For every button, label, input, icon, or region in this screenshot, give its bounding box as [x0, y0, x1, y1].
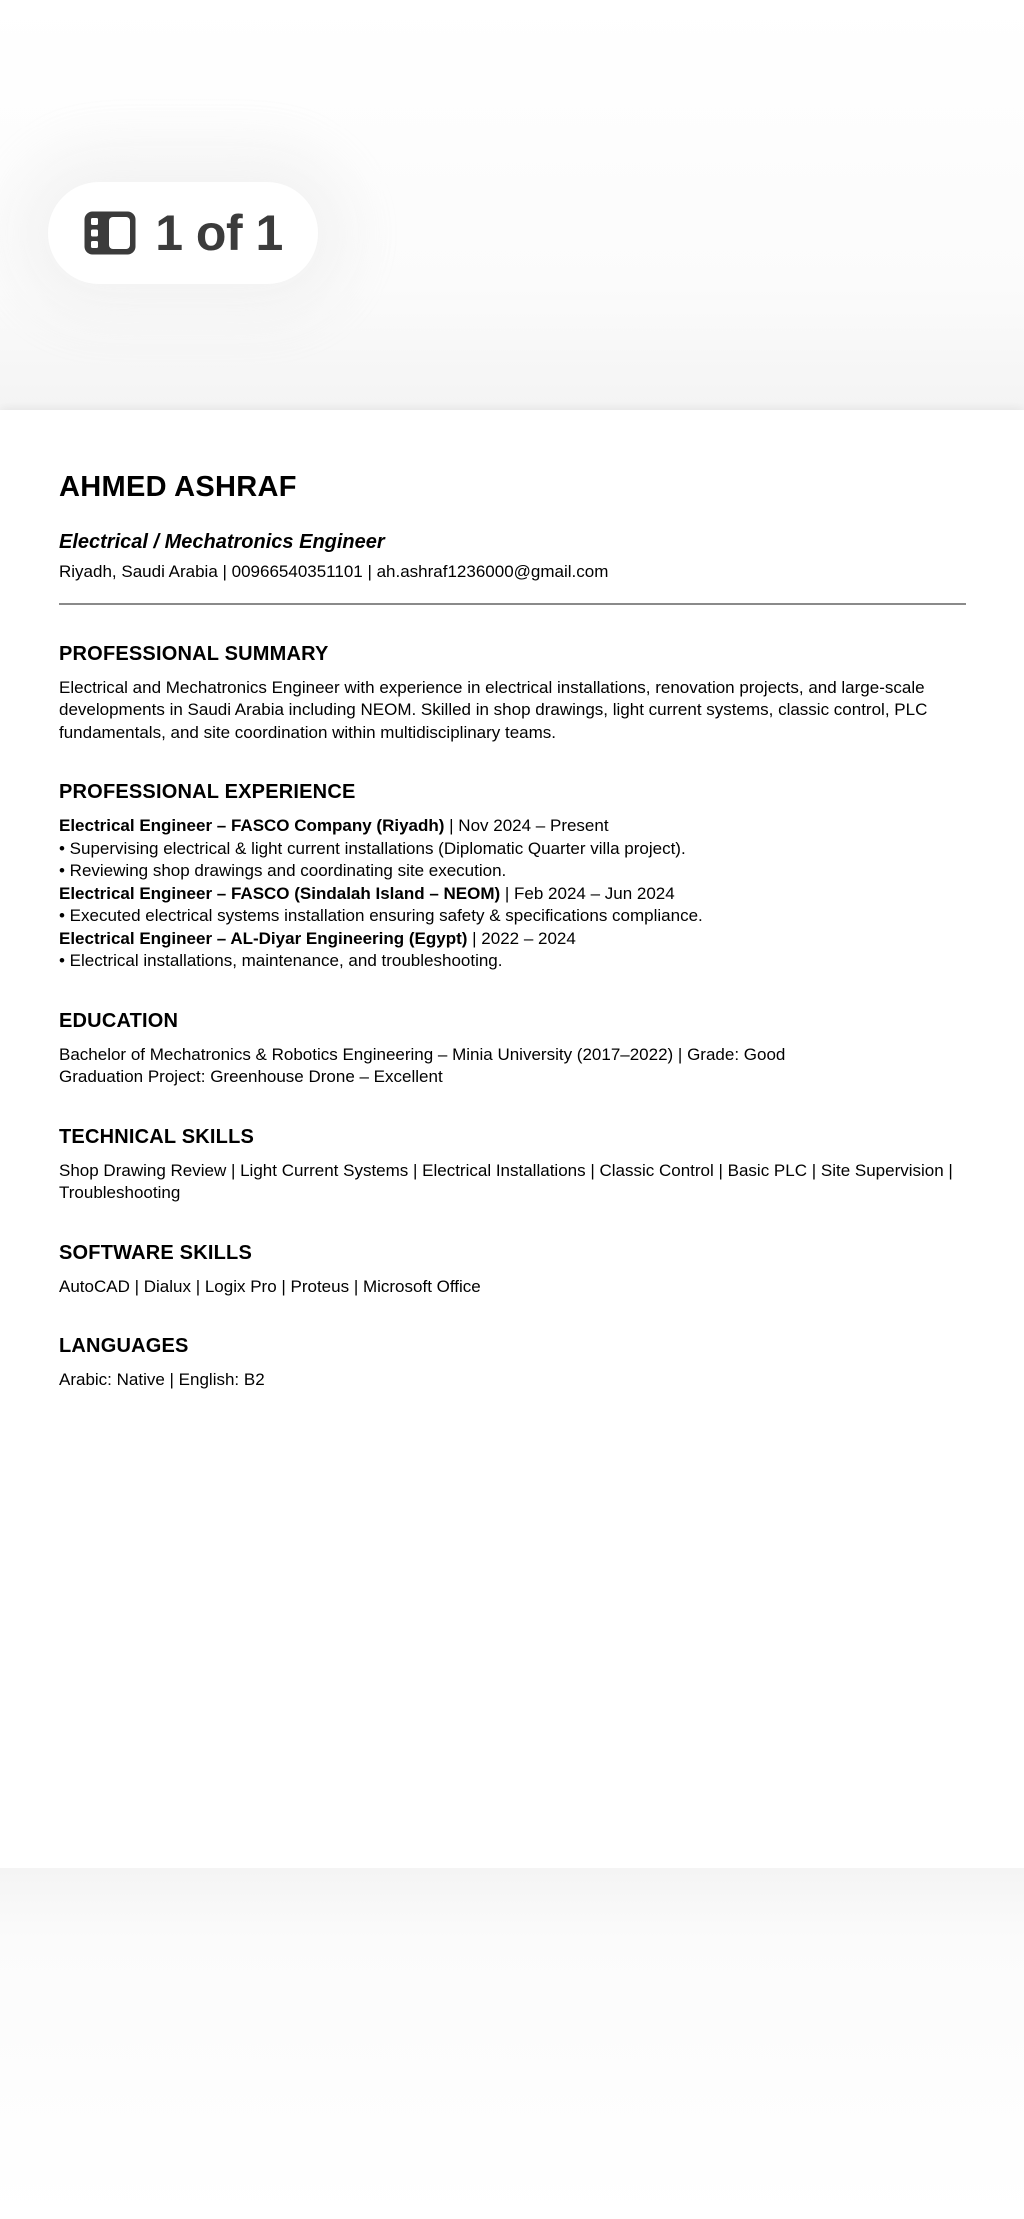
- experience-section: [59, 780, 966, 973]
- software-skills-section: [59, 1241, 966, 1299]
- job-bullet: • Reviewing shop drawings and coordinating site execution.: [59, 861, 507, 881]
- education-details: [59, 1044, 966, 1089]
- job-bullet: • Supervising electrical & light current installations (Diplomatic Quarter villa project).: [59, 838, 686, 858]
- job-role: Electrical Engineer – AL-Diyar Engineering (Egypt): [59, 928, 468, 948]
- job-bullet: • Executed electrical systems installation ensuring safety & specifications compliance.: [59, 906, 703, 926]
- education-section: [59, 1009, 966, 1089]
- viewer-toolbar-area: [0, 0, 1024, 410]
- resume-page: [0, 410, 1024, 1868]
- page-indicator[interactable]: [48, 182, 318, 284]
- job-entry: [59, 883, 966, 906]
- job-entry: [59, 815, 966, 838]
- education-line: Bachelor of Mechatronics & Robotics Engineering – Minia University (2017–2022) | Grade: Good: [59, 1044, 786, 1064]
- job-role: Electrical Engineer – FASCO (Sindalah Island – NEOM): [59, 883, 501, 903]
- job-dates: | Feb 2024 – Jun 2024: [500, 883, 675, 903]
- languages-section: [59, 1334, 966, 1392]
- candidate-name: AHMED ASHRAF: [59, 471, 297, 503]
- education-line: Graduation Project: Greenhouse Drone – Excellent: [59, 1067, 443, 1087]
- software-skills-text: AutoCAD | Dialux | Logix Pro | Proteus | Microsoft Office: [59, 1276, 481, 1296]
- section-heading: PROFESSIONAL EXPERIENCE: [59, 781, 356, 804]
- languages-text: Arabic: Native | English: B2: [59, 1370, 265, 1390]
- section-heading: SOFTWARE SKILLS: [59, 1241, 252, 1264]
- technical-skills-section: [59, 1125, 966, 1205]
- job-bullet: • Electrical installations, maintenance, and troubleshooting.: [59, 951, 503, 971]
- sidebar-thumbnails-icon: [83, 210, 137, 256]
- job-entry: [59, 928, 966, 951]
- section-heading: TECHNICAL SKILLS: [59, 1125, 255, 1148]
- contact-line: Riyadh, Saudi Arabia | 00966540351101 | ah.ashraf1236000@gmail.com: [59, 561, 609, 581]
- candidate-title: Electrical / Mechatronics Engineer: [59, 530, 385, 553]
- page-count-label: 1 of 1: [155, 205, 283, 261]
- job-dates: | Nov 2024 – Present: [444, 816, 609, 836]
- section-heading: PROFESSIONAL SUMMARY: [59, 642, 329, 665]
- header-divider: [59, 603, 966, 605]
- job-role: Electrical Engineer – FASCO Company (Riyadh): [59, 816, 445, 836]
- experience-list: [59, 815, 966, 973]
- job-dates: | 2022 – 2024: [467, 928, 576, 948]
- section-heading: EDUCATION: [59, 1009, 179, 1032]
- section-heading: LANGUAGES: [59, 1335, 189, 1358]
- summary-text: Electrical and Mechatronics Engineer with experience in electrical installations, renovation projects, and large-scale developments in Saudi Arabia including NEOM. Skilled in shop drawings, light current systems, classic control, PLC fundamentals, and site coordination within multidisciplinary teams.: [59, 677, 928, 742]
- summary-section: [59, 642, 966, 745]
- viewer-background: [0, 1868, 1024, 2219]
- technical-skills-text: Shop Drawing Review | Light Current Systems | Electrical Installations | Classic Control | Basic PLC | Site Supervision | Troubleshooting: [59, 1160, 953, 1203]
